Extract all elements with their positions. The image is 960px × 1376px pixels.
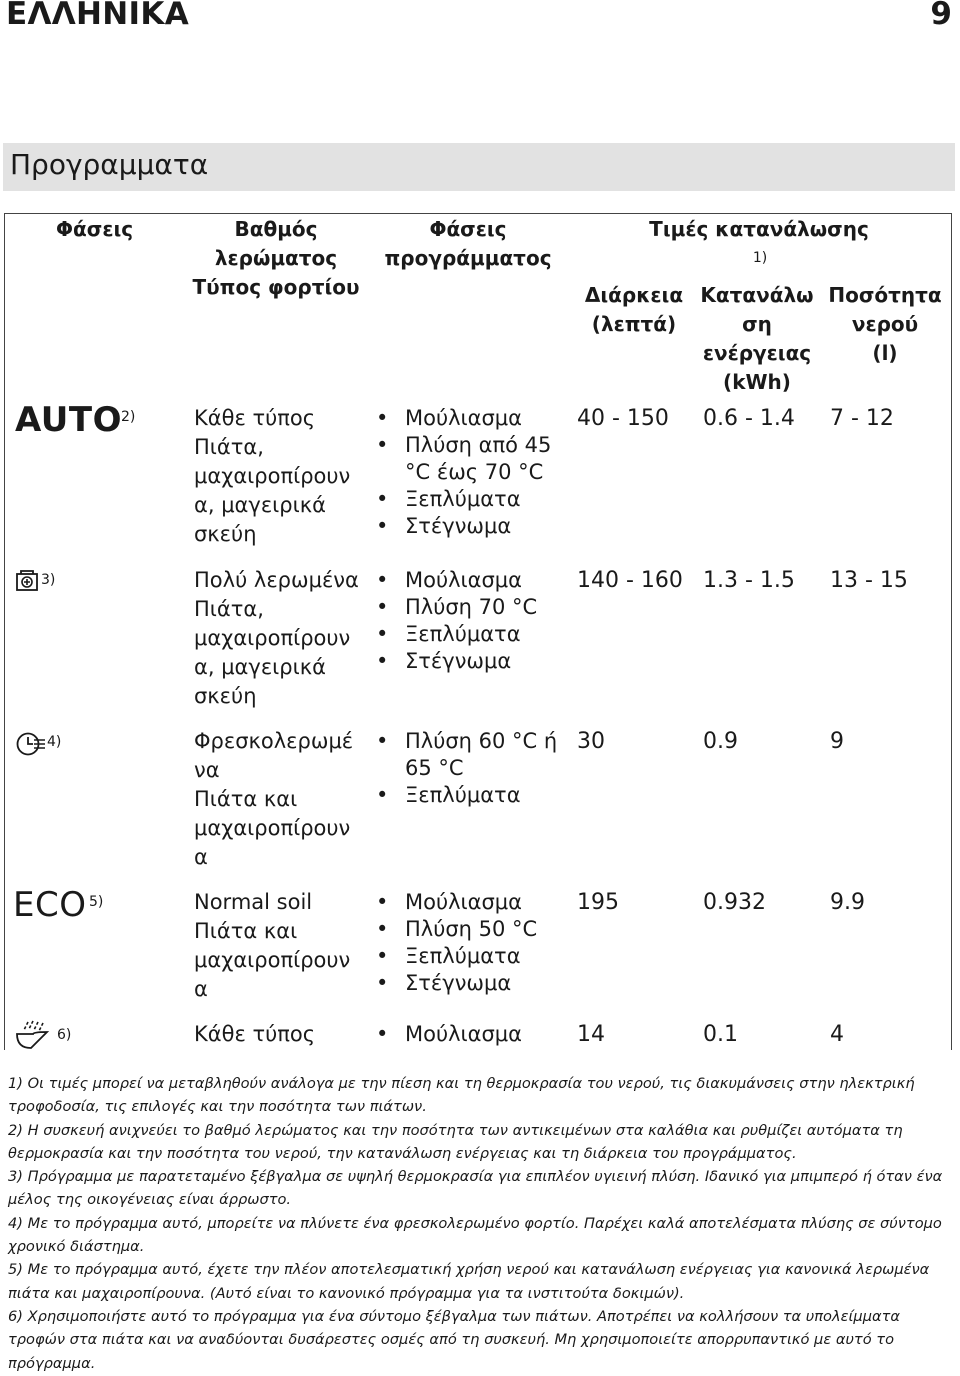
eco-program-symbol: ECO bbox=[13, 885, 87, 925]
row-water: 13 - 15 bbox=[830, 568, 908, 593]
row-soil-line: Normal soil bbox=[194, 890, 313, 914]
row-soil-line: σκεύη bbox=[194, 522, 257, 546]
row-soil-line: μαχαιροπίρουν bbox=[194, 464, 351, 488]
row-energy: 0.9 bbox=[703, 729, 738, 754]
section-title: Προγραμματα bbox=[10, 148, 209, 181]
header-phases: Φάσεις bbox=[56, 217, 134, 241]
header-soil-line: Τύπος φορτίου bbox=[192, 275, 360, 299]
phase-item: • Ξεπλύματα bbox=[376, 486, 556, 513]
row-duration: 195 bbox=[577, 890, 619, 915]
header-water-line: (l) bbox=[872, 341, 898, 365]
row-soil-line: σκεύη bbox=[194, 684, 257, 708]
row-duration: 140 - 160 bbox=[577, 568, 683, 593]
header-duration-line: Διάρκεια bbox=[584, 283, 684, 307]
header-program-phases bbox=[378, 215, 558, 273]
row-soil bbox=[194, 1020, 315, 1049]
header-consumption: Τιμές κατανάλωσης bbox=[649, 217, 869, 241]
page-language-header: ΕΛΛΗΝΙΚΑ bbox=[6, 0, 189, 32]
page-number: 9 bbox=[930, 0, 952, 32]
row-phases-list bbox=[376, 889, 556, 997]
header-program-phases-line: προγράμματος bbox=[384, 246, 552, 270]
phase-item: • Πλύση από 45 °C έως 70 °C bbox=[376, 432, 556, 486]
phase-item: • Μούλιασμα bbox=[376, 1021, 566, 1048]
row-soil-line: Φρεσκολερωμέ bbox=[194, 729, 354, 753]
row-soil bbox=[194, 888, 350, 1004]
footnote: 6) Χρησιμοποιήστε αυτό το πρόγραμμα για ένα σύντομο ξέβγαλμα των πιάτων. Αποτρέπει να κολλήσουν τα υπολείμματα τροφών στα πιάτα και να αναδύονται δυσάρεστες οσμές από τη συσκευή. Μη χρησιμοποιείτε απορρυπαντικό με αυτό το πρόγραμμα. bbox=[8, 1307, 901, 1372]
phase-item: • Πλύση 70 °C bbox=[376, 594, 556, 621]
row-water: 9 bbox=[830, 729, 844, 754]
header-program-phases-line: Φάσεις bbox=[429, 217, 507, 241]
header-soil bbox=[186, 215, 366, 302]
auto-program-symbol: AUTO bbox=[15, 400, 122, 440]
footnote: 3) Πρόγραμμα με παρατεταμένο ξέβγαλμα σε υψηλή θερμοκρασία για επιπλέον υγιεινή πλύση. Ιδανικό για μπιμπερό ή όταν ένα μέλος της οικογένειας είναι άρρωστο. bbox=[8, 1168, 943, 1209]
row-soil-line: Κάθε τύπος bbox=[194, 1022, 316, 1046]
header-energy-line: (kWh) bbox=[723, 370, 791, 394]
row-note: 6) bbox=[57, 1027, 72, 1043]
header-energy-line: ενέργειας bbox=[702, 341, 812, 365]
phase-item: • Μούλιασμα bbox=[376, 567, 556, 594]
row-soil-line: α, μαγειρικά bbox=[194, 493, 326, 517]
row-phases-list bbox=[376, 567, 556, 675]
row-soil-line: α bbox=[194, 845, 208, 869]
row-soil-line: Πιάτα και bbox=[194, 919, 298, 943]
row-energy: 0.1 bbox=[703, 1022, 738, 1047]
row-soil bbox=[194, 727, 353, 872]
row-soil-line: Πιάτα και bbox=[194, 787, 298, 811]
footnotes bbox=[8, 1072, 950, 1375]
row-water: 9.9 bbox=[830, 890, 865, 915]
phase-item: • Στέγνωμα bbox=[376, 970, 556, 997]
footnote: 5) Με το πρόγραμμα αυτό, έχετε την πλέον αποτελεσματική χρήση νερού και κατανάλωση ενέργειας για κανονικά λερωμένα πιάτα και μαχαιροπίρουνα. (Αυτό είναι το κανονικό πρόγραμμα για τα ινστιτούτα δοκιμών). bbox=[8, 1261, 930, 1302]
phase-item: • Ξεπλύματα bbox=[376, 782, 562, 809]
row-soil-line: α bbox=[194, 977, 208, 1001]
header-water-line: Ποσότητα bbox=[828, 283, 942, 307]
footnote: 1) Οι τιμές μπορεί να μεταβληθούν ανάλογα με την πίεση και τη θερμοκρασία του νερού, τις διακυμάνσεις στην ηλεκτρική τροφοδοσία, τις επιλογές και την ποσότητα των πιάτων. bbox=[8, 1075, 915, 1116]
row-soil-line: Πολύ λερωμένα bbox=[194, 568, 359, 592]
row-phases-list bbox=[376, 728, 562, 809]
header-duration bbox=[574, 281, 694, 339]
header-soil-line: λερώματος bbox=[214, 246, 338, 270]
header-duration-line: (λεπτά) bbox=[591, 312, 677, 336]
header-water-line: νερού bbox=[851, 312, 919, 336]
row-water: 4 bbox=[830, 1022, 844, 1047]
row-soil-line: μαχαιροπίρουν bbox=[194, 816, 351, 840]
row-phases-list bbox=[376, 1021, 566, 1048]
prewash-program-icon bbox=[14, 1020, 50, 1050]
phase-item: • Στέγνωμα bbox=[376, 648, 556, 675]
phase-item: • Στέγνωμα bbox=[376, 513, 556, 540]
row-energy: 1.3 - 1.5 bbox=[703, 568, 795, 593]
row-soil-line: μαχαιροπίρουν bbox=[194, 948, 351, 972]
phase-item: • Μούλιασμα bbox=[376, 889, 556, 916]
header-soil-line: Βαθμός bbox=[234, 217, 318, 241]
row-soil-line: Πιάτα, bbox=[194, 435, 264, 459]
row-soil bbox=[194, 404, 350, 549]
header-consumption-note: 1) bbox=[752, 250, 768, 266]
header-energy-line: ση bbox=[742, 312, 772, 336]
row-soil-line: Πιάτα, bbox=[194, 597, 264, 621]
footnote: 4) Με το πρόγραμμα αυτό, μπορείτε να πλύνετε ένα φρεσκολερωμένο φορτίο. Παρέχει καλά αποτελέσματα πλύσης σε σύντομο χρονικό διάστημα. bbox=[8, 1214, 942, 1256]
row-duration: 30 bbox=[577, 729, 605, 754]
row-duration: 14 bbox=[577, 1022, 605, 1047]
row-soil-line: Κάθε τύπος bbox=[194, 406, 316, 430]
row-duration: 40 - 150 bbox=[577, 406, 669, 431]
row-phases-list bbox=[376, 405, 556, 540]
phase-item: • Ξεπλύματα bbox=[376, 621, 556, 648]
row-soil bbox=[194, 566, 359, 711]
header-energy-line: Κατανάλω bbox=[700, 283, 814, 307]
row-energy: 0.932 bbox=[703, 890, 766, 915]
row-water: 7 - 12 bbox=[830, 406, 894, 431]
row-note: 3) bbox=[41, 572, 56, 588]
footnote: 2) Η συσκευή ανιχνεύει το βαθμό λερώματος και την ποσότητα των αντικειμένων στα καλάθια και ρυθμίζει αυτόματα τη θερμοκρασία και την ποσότητα του νερού, την κατανάλωση ενέργειας και τη διάρκεια του προγράμματος. bbox=[8, 1121, 903, 1162]
phase-item: • Ξεπλύματα bbox=[376, 943, 556, 970]
row-soil-line: μαχαιροπίρουν bbox=[194, 626, 351, 650]
header-energy bbox=[694, 281, 820, 397]
row-soil-line: α, μαγειρικά bbox=[194, 655, 326, 679]
row-note: 4) bbox=[47, 734, 62, 750]
phase-item: • Πλύση 60 °C ή 65 °C bbox=[376, 728, 562, 782]
row-note: 5) bbox=[89, 894, 104, 910]
row-soil-line: να bbox=[194, 758, 220, 782]
phase-item: • Μούλιασμα bbox=[376, 405, 556, 432]
header-water bbox=[822, 281, 948, 368]
phase-item: • Πλύση 50 °C bbox=[376, 916, 556, 943]
quick-program-icon bbox=[16, 731, 46, 757]
row-energy: 0.6 - 1.4 bbox=[703, 406, 795, 431]
row-note: 2) bbox=[121, 409, 136, 425]
intensive-program-icon bbox=[16, 569, 38, 591]
